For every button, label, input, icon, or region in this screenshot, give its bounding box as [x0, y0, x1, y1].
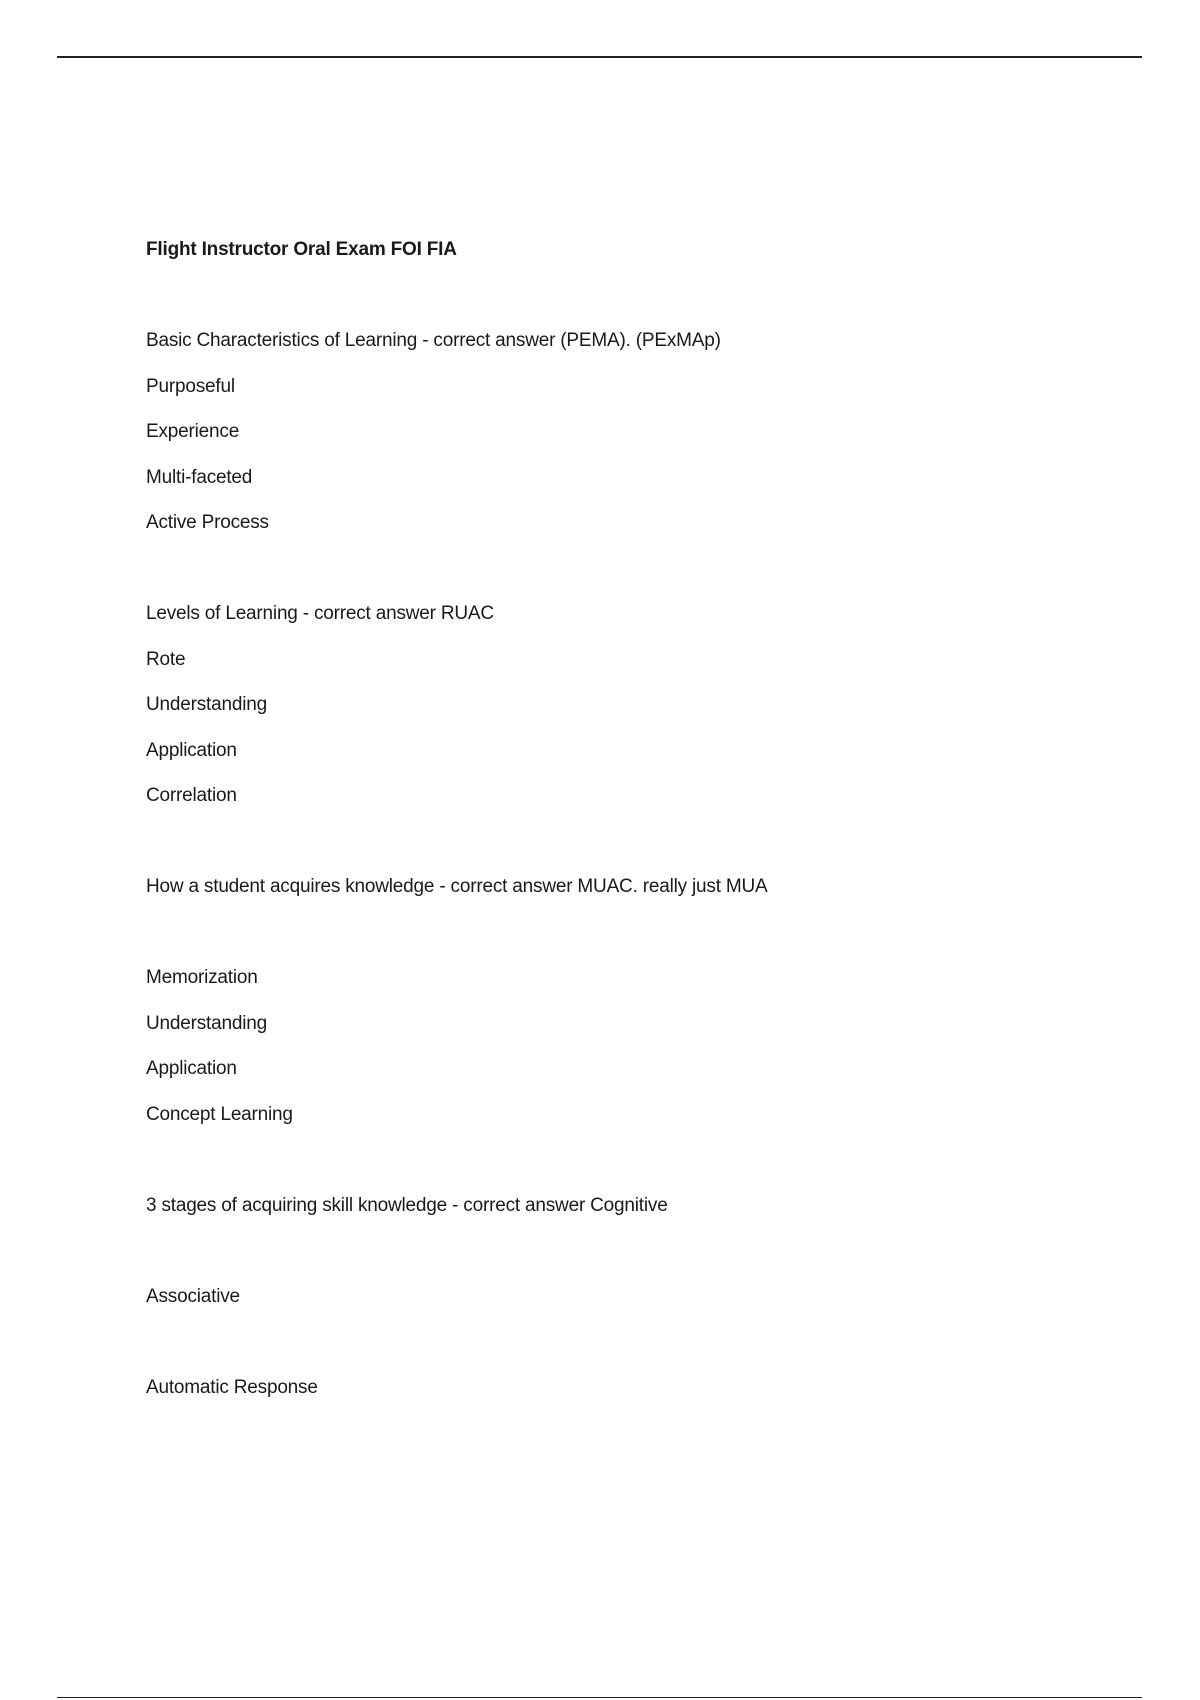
section-3-item-1: Memorization	[146, 967, 258, 988]
section-3-item-2: Understanding	[146, 1013, 267, 1034]
document-title: Flight Instructor Oral Exam FOI FIA	[146, 239, 457, 260]
section-1-item-1: Purposeful	[146, 376, 235, 397]
section-4-item-1: Associative	[146, 1286, 240, 1307]
section-3-question: How a student acquires knowledge - correct answer MUAC. really just MUA	[146, 876, 768, 897]
section-3-item-4: Concept Learning	[146, 1104, 293, 1125]
section-2-item-3: Application	[146, 740, 237, 761]
section-1-question: Basic Characteristics of Learning - correct answer (PEMA). (PExMAp)	[146, 330, 721, 351]
section-2-item-2: Understanding	[146, 694, 267, 715]
section-4-question: 3 stages of acquiring skill knowledge - correct answer Cognitive	[146, 1195, 668, 1216]
section-1-item-3: Multi-faceted	[146, 467, 253, 488]
section-1-item-2: Experience	[146, 421, 240, 442]
section-4-item-2: Automatic Response	[146, 1377, 318, 1398]
section-2-item-1: Rote	[146, 649, 186, 670]
section-1-item-4: Active Process	[146, 512, 269, 533]
header-rule	[57, 56, 1142, 58]
footer-rule	[57, 1697, 1142, 1698]
section-2-item-4: Correlation	[146, 785, 237, 806]
section-3-item-3: Application	[146, 1058, 237, 1079]
section-2-question: Levels of Learning - correct answer RUAC	[146, 603, 494, 624]
